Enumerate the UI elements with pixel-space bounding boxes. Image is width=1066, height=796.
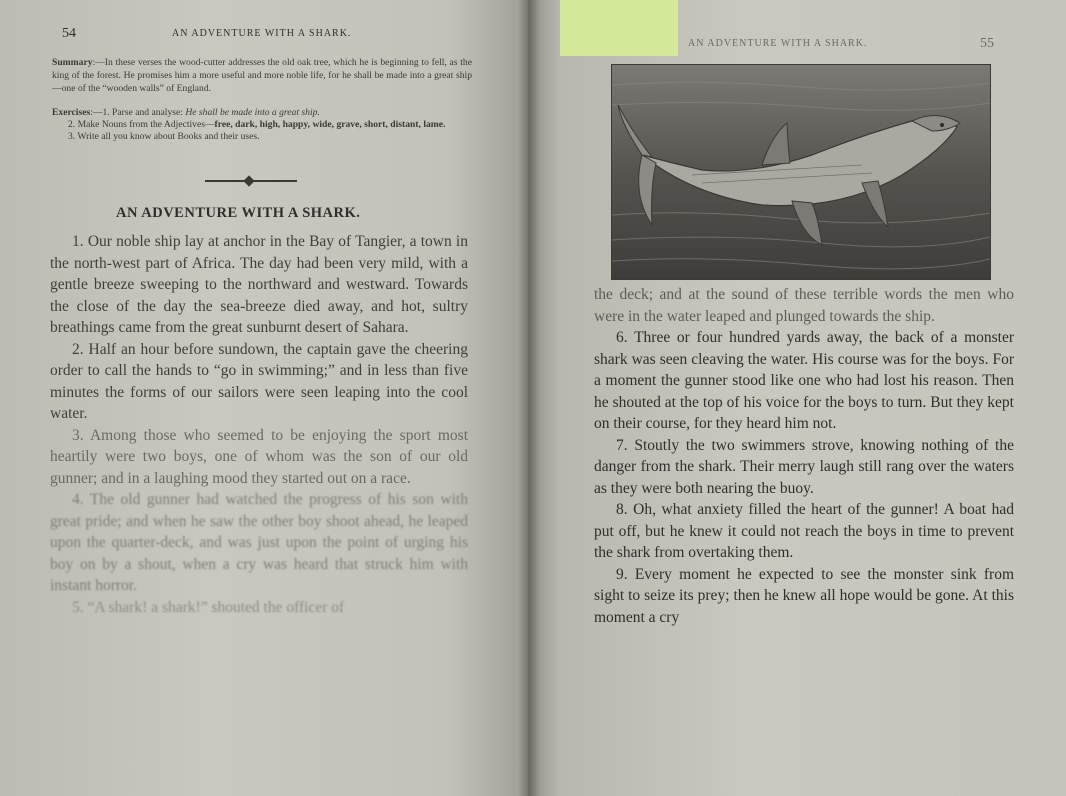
shark-engraving-icon xyxy=(612,65,990,279)
exercise-item-3: 3. Write all you know about Books and their uses. xyxy=(68,131,260,142)
paragraph-6: 6. Three or four hundred yards away, the back of a monster shark was seen cleaving the water. His course was for the boys. For a moment the gunner stood like one who had lost his reason. Then he shouted at the top of his voice for the boys to turn. But they kept on their course, for they heard him not. xyxy=(594,329,1014,432)
left-body-text xyxy=(50,231,468,618)
paragraph-3: 3. Among those who seemed to be enjoying the sport most heartily were two boys, one of whom was the son of our old gunner; and in a laughing mood they started out on a race. xyxy=(50,426,468,487)
book-gutter xyxy=(518,0,540,796)
paragraph-8: 8. Oh, what anxiety filled the heart of the gunner! A boat had put off, but he knew it could not reach the boys in time to prevent the shark from overtaking them. xyxy=(594,501,1014,561)
exercises-block xyxy=(52,107,472,143)
exercise-2-prefix: 2. Make Nouns from the Adjectives— xyxy=(68,119,215,130)
right-running-head: AN ADVENTURE WITH A SHARK. xyxy=(688,38,868,49)
right-page-number: 55 xyxy=(980,36,994,51)
paragraph-1: 1. Our noble ship lay at anchor in the Bay of Tangier, a town in the north-west part of Africa. The day had been very mild, with a gentle breeze sweeping to the northward and westward. Towards the close of the day the sea-breeze died away, and hot, sultry breathings came from the great sunburnt desert of Sahara. xyxy=(50,233,468,336)
sticky-note xyxy=(560,0,678,56)
section-divider xyxy=(205,180,297,182)
shark-illustration xyxy=(611,64,991,280)
left-page xyxy=(0,0,528,796)
paragraph-9: 9. Every moment he expected to see the monster sink from sight to seize its prey; then he knew all hope would be gone. At this moment a cry xyxy=(594,565,1014,626)
paragraph-5: 5. “A shark! a shark!” shouted the officer of xyxy=(72,598,345,616)
paragraph-4: 4. The old gunner had watched the progress of his son with great pride; and when he saw the other boy shoot ahead, he leaped upon the quarter-deck, and was just upon the point of urging his boy on by a shout, when a cry was heard that struck him with instant horror. xyxy=(50,491,468,594)
left-running-head: AN ADVENTURE WITH A SHARK. xyxy=(172,28,352,39)
paragraph-continuation: the deck; and at the sound of these terrible words the men who were in the water leaped and plunged towards the ship. xyxy=(594,286,1014,325)
exercises-label: Exercises xyxy=(52,107,91,118)
summary-block xyxy=(52,56,472,95)
exercise-1-prefix: :—1. Parse and analyse: xyxy=(90,107,186,118)
exercise-1-sentence: He shall be made into a great ship. xyxy=(185,107,320,118)
left-page-number: 54 xyxy=(62,26,76,41)
chapter-title: AN ADVENTURE WITH A SHARK. xyxy=(116,205,361,221)
summary-text: :—In these verses the wood-cutter addresses the old oak tree, which he is beginning to fell, as the king of the forest. He promises him a more useful and more noble life, for he shall be made into a great ship—one of the “wooden walls” of England. xyxy=(52,57,472,94)
paragraph-7: 7. Stoutly the two swimmers strove, knowing nothing of the danger from the shark. Their merry laugh still rang over the waters as they were both nearing the buoy. xyxy=(594,436,1014,497)
right-body-text xyxy=(594,284,1014,628)
exercise-item-2 xyxy=(52,119,472,131)
exercise-2-adjectives: free, dark, high, happy, wide, grave, short, distant, lame. xyxy=(214,119,446,130)
paragraph-2: 2. Half an hour before sundown, the captain gave the cheering order to call the hands to “go in swimming;” and in less than five minutes the forms of our sailors were seen leaping into the cool water. xyxy=(50,340,468,422)
summary-label: Summary xyxy=(52,57,93,68)
exercise-item-1 xyxy=(52,107,472,119)
